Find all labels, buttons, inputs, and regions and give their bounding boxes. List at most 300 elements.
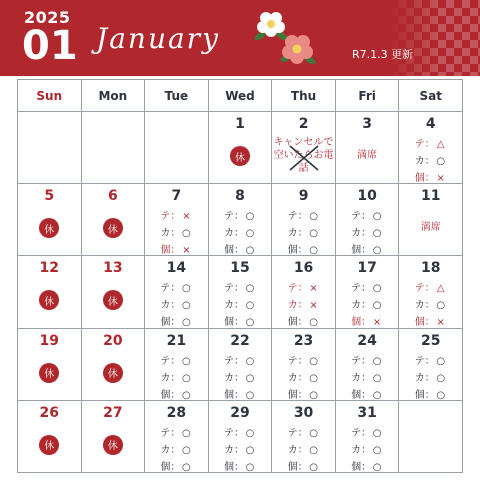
availability-ka — [145, 225, 208, 242]
separator: ： — [424, 156, 435, 167]
weekday-header-fri: Fri — [336, 80, 400, 112]
availability-mark: ○ — [245, 355, 255, 367]
availability-label: カ — [351, 444, 362, 456]
availability-mark: ○ — [182, 317, 191, 329]
availability-ka — [145, 370, 208, 387]
availability-label: カ — [223, 300, 234, 312]
availability-label: 個 — [160, 461, 171, 473]
availability-ka — [209, 297, 272, 314]
closed-badge: 休 — [103, 435, 123, 455]
availability-ka — [336, 297, 399, 314]
availability-label: 個 — [223, 461, 234, 473]
weekday-header-thu: Thu — [272, 80, 336, 112]
availability-list — [209, 353, 272, 404]
day-number: 9 — [298, 188, 309, 205]
separator: ： — [170, 300, 181, 312]
availability-mark: ○ — [372, 355, 382, 367]
day-cell-20[interactable] — [82, 329, 146, 401]
day-cell-16[interactable] — [272, 256, 336, 328]
availability-mark: ○ — [372, 427, 382, 439]
separator: ： — [170, 461, 181, 473]
day-number: 26 — [39, 404, 60, 421]
day-number: 1 — [235, 116, 245, 132]
availability-mark: ○ — [309, 389, 318, 401]
availability-label: テ — [287, 427, 298, 439]
availability-label: カ — [160, 300, 171, 312]
day-number: 27 — [103, 404, 123, 421]
day-cell-19[interactable] — [18, 329, 82, 401]
availability-list — [209, 280, 272, 331]
closed-badge: 休 — [230, 146, 250, 166]
day-cell-31[interactable] — [336, 401, 400, 473]
day-number: 23 — [293, 332, 314, 349]
availability-ko — [209, 459, 272, 476]
availability-ko — [145, 459, 208, 476]
availability-te — [209, 353, 272, 370]
availability-label: 個 — [223, 389, 234, 401]
day-cell-1[interactable] — [209, 112, 273, 184]
availability-mark: ○ — [245, 389, 255, 401]
availability-te — [399, 136, 462, 153]
separator: ： — [170, 283, 181, 295]
weekday-header-sun: Sun — [18, 80, 82, 112]
day-number: 2 — [298, 116, 309, 132]
day-cell-17[interactable] — [336, 256, 400, 328]
separator: ： — [361, 300, 372, 312]
availability-label: カ — [160, 372, 171, 384]
day-number: 22 — [230, 332, 250, 349]
day-cell-15[interactable] — [209, 256, 273, 328]
day-cell-8[interactable] — [209, 184, 273, 256]
availability-mark: ○ — [436, 300, 446, 312]
availability-label: テ — [351, 211, 362, 223]
availability-label: 個 — [351, 461, 362, 473]
availability-label: 個 — [351, 389, 362, 401]
availability-label: テ — [414, 283, 425, 295]
availability-te — [209, 425, 272, 442]
availability-label: 個 — [414, 317, 425, 329]
availability-te — [336, 353, 399, 370]
availability-label: テ — [414, 139, 425, 150]
availability-mark: ○ — [309, 444, 318, 456]
availability-te — [209, 280, 272, 297]
availability-label: 個 — [351, 245, 362, 257]
separator: ： — [233, 300, 244, 312]
availability-mark: × — [436, 173, 445, 184]
separator: ： — [297, 228, 308, 240]
separator: ： — [233, 444, 244, 456]
separator: ： — [361, 461, 372, 473]
separator: ： — [297, 211, 308, 223]
availability-mark: ○ — [309, 372, 318, 384]
separator: ： — [297, 245, 308, 257]
availability-mark: △ — [436, 139, 445, 150]
availability-label: テ — [160, 211, 171, 223]
day-number: 20 — [103, 332, 123, 349]
separator: ： — [361, 372, 372, 384]
day-number: 24 — [357, 332, 377, 349]
availability-mark: ○ — [309, 427, 318, 439]
day-cell-4[interactable] — [399, 112, 463, 184]
white-camellia-icon — [253, 12, 288, 42]
day-cell-3[interactable] — [336, 112, 400, 184]
availability-ka — [399, 297, 462, 314]
availability-ka — [336, 225, 399, 242]
availability-ka — [336, 442, 399, 459]
availability-mark: ○ — [245, 317, 255, 329]
availability-mark: ○ — [309, 355, 318, 367]
day-cell-30[interactable] — [272, 401, 336, 473]
availability-mark: × — [372, 317, 382, 329]
day-cell-5[interactable] — [18, 184, 82, 256]
availability-ka — [399, 370, 462, 387]
availability-list — [399, 353, 462, 404]
availability-label: カ — [351, 228, 362, 240]
availability-label: テ — [160, 283, 171, 295]
day-number: 3 — [362, 116, 372, 132]
availability-mark: ○ — [372, 389, 382, 401]
availability-ka — [209, 225, 272, 242]
availability-label: 個 — [287, 461, 298, 473]
separator: ： — [297, 355, 308, 367]
availability-label: テ — [351, 283, 362, 295]
availability-label: カ — [414, 300, 425, 312]
availability-label: カ — [287, 300, 298, 312]
availability-ka — [272, 442, 335, 459]
separator: ： — [297, 283, 308, 295]
closed-badge: 休 — [103, 218, 123, 238]
day-number: 25 — [420, 332, 441, 349]
availability-mark: ○ — [436, 355, 446, 367]
day-number: 15 — [230, 260, 250, 277]
calendar-header — [0, 0, 480, 76]
availability-ka — [399, 153, 462, 170]
availability-te — [272, 280, 335, 297]
day-cell-14[interactable] — [145, 256, 209, 328]
day-number: 11 — [420, 188, 441, 205]
day-number: 13 — [103, 260, 123, 277]
day-number: 6 — [107, 188, 118, 205]
availability-mark: × — [182, 245, 191, 257]
availability-ka — [145, 297, 208, 314]
availability-mark: ○ — [182, 372, 191, 384]
updated-date: R7.1.3 更新 — [352, 48, 414, 61]
availability-list — [272, 425, 335, 476]
availability-mark: ○ — [182, 389, 191, 401]
availability-mark: ○ — [245, 245, 255, 257]
cancellation-note: キャンセルで空いたらお電話 — [273, 137, 334, 174]
availability-list — [209, 208, 272, 259]
availability-te — [272, 353, 335, 370]
availability-list — [272, 280, 335, 331]
availability-ka — [145, 442, 208, 459]
availability-label: カ — [160, 228, 171, 240]
availability-label: 個 — [160, 317, 171, 329]
day-cell-18[interactable] — [399, 256, 463, 328]
closed-badge: 休 — [39, 290, 59, 310]
separator: ： — [233, 389, 244, 401]
availability-label: 個 — [414, 173, 425, 184]
day-number: 28 — [166, 404, 187, 421]
separator: ： — [170, 372, 181, 384]
separator: ： — [233, 355, 244, 367]
availability-mark: ○ — [436, 389, 446, 401]
availability-ko — [336, 459, 399, 476]
availability-label: 個 — [287, 389, 298, 401]
separator: ： — [424, 139, 435, 150]
separator: ： — [297, 427, 308, 439]
availability-label: カ — [351, 372, 362, 384]
separator: ： — [297, 317, 308, 329]
availability-mark: ○ — [372, 461, 382, 473]
fully-booked-label: 満席 — [420, 222, 441, 234]
availability-label: 個 — [223, 245, 234, 257]
closed-badge: 休 — [103, 290, 123, 310]
separator: ： — [233, 427, 244, 439]
day-number: 30 — [293, 404, 314, 421]
availability-mark: ○ — [182, 355, 191, 367]
day-cell-13[interactable] — [82, 256, 146, 328]
availability-label: テ — [351, 427, 362, 439]
availability-mark: × — [436, 317, 445, 329]
closed-badge: 休 — [39, 363, 59, 383]
availability-list — [336, 425, 399, 476]
availability-te — [336, 425, 399, 442]
separator: ： — [170, 211, 181, 223]
availability-mark: ○ — [436, 372, 446, 384]
separator: ： — [361, 245, 372, 257]
separator: ： — [361, 211, 372, 223]
separator: ： — [424, 300, 435, 312]
separator: ： — [297, 372, 308, 384]
availability-mark: ○ — [372, 283, 382, 295]
availability-mark: ○ — [182, 300, 191, 312]
separator: ： — [170, 317, 181, 329]
availability-mark: ○ — [182, 283, 191, 295]
availability-te — [272, 208, 335, 225]
camellia-flowers-icon — [252, 6, 322, 70]
separator: ： — [233, 228, 244, 240]
availability-label: カ — [223, 444, 234, 456]
availability-label: 個 — [287, 245, 298, 257]
empty-day-cell — [82, 112, 146, 184]
availability-label: テ — [223, 427, 234, 439]
availability-list — [336, 353, 399, 404]
day-cell-2[interactable] — [272, 112, 336, 184]
closed-badge: 休 — [39, 218, 59, 238]
availability-ka — [209, 370, 272, 387]
separator: ： — [233, 245, 244, 257]
availability-list — [145, 208, 208, 259]
separator: ： — [361, 228, 372, 240]
separator: ： — [233, 461, 244, 473]
availability-label: カ — [223, 372, 234, 384]
weekday-header-mon: Mon — [82, 80, 146, 112]
separator: ： — [361, 355, 372, 367]
weekday-header-wed: Wed — [209, 80, 273, 112]
day-cell-6[interactable] — [82, 184, 146, 256]
availability-list — [272, 208, 335, 259]
separator: ： — [424, 173, 435, 184]
availability-mark: ○ — [182, 228, 191, 240]
availability-ka — [209, 442, 272, 459]
availability-te — [399, 280, 462, 297]
day-cell-23[interactable] — [272, 329, 336, 401]
separator: ： — [170, 427, 181, 439]
day-number: 10 — [357, 188, 377, 205]
day-number: 7 — [171, 188, 182, 205]
availability-mark: ○ — [372, 372, 382, 384]
day-number: 5 — [44, 188, 55, 205]
day-number: 17 — [357, 260, 377, 277]
availability-mark: ○ — [182, 444, 191, 456]
empty-day-cell — [145, 112, 209, 184]
availability-label: カ — [287, 372, 298, 384]
availability-label: テ — [351, 355, 362, 367]
separator: ： — [233, 317, 244, 329]
availability-mark: ○ — [245, 444, 255, 456]
weekday-header-tue: Tue — [145, 80, 209, 112]
availability-label: テ — [160, 427, 171, 439]
availability-mark: × — [309, 283, 318, 295]
availability-mark: ○ — [372, 228, 382, 240]
availability-label: テ — [223, 211, 234, 223]
separator: ： — [170, 444, 181, 456]
availability-label: カ — [351, 300, 362, 312]
separator: ： — [361, 317, 372, 329]
day-number: 31 — [357, 404, 377, 421]
availability-list — [145, 353, 208, 404]
separator: ： — [424, 389, 435, 401]
separator: ： — [297, 389, 308, 401]
availability-te — [272, 425, 335, 442]
availability-mark: ○ — [245, 211, 255, 223]
availability-te — [336, 208, 399, 225]
availability-label: 個 — [160, 245, 171, 257]
availability-label: カ — [223, 228, 234, 240]
availability-mark: ○ — [372, 300, 382, 312]
empty-day-cell — [18, 112, 82, 184]
availability-mark: × — [309, 300, 318, 312]
year-label: 2025 — [24, 8, 71, 27]
availability-mark: ○ — [245, 283, 255, 295]
day-number: 8 — [235, 188, 245, 205]
availability-mark: ○ — [372, 245, 382, 257]
availability-te — [145, 353, 208, 370]
availability-mark: ○ — [309, 211, 318, 223]
availability-mark: ○ — [182, 427, 191, 439]
availability-te — [209, 208, 272, 225]
availability-label: テ — [160, 355, 171, 367]
day-cell-9[interactable] — [272, 184, 336, 256]
availability-ka — [272, 370, 335, 387]
availability-label: カ — [287, 228, 298, 240]
separator: ： — [170, 245, 181, 257]
day-cell-28[interactable] — [145, 401, 209, 473]
separator: ： — [424, 372, 435, 384]
weekday-header-sat: Sat — [399, 80, 463, 112]
availability-list — [336, 280, 399, 331]
separator: ： — [424, 355, 435, 367]
separator: ： — [361, 389, 372, 401]
availability-mark: ○ — [309, 461, 318, 473]
day-cell-29[interactable] — [209, 401, 273, 473]
day-cell-11[interactable] — [399, 184, 463, 256]
month-number: 01 — [22, 23, 78, 69]
availability-list — [145, 425, 208, 476]
availability-ka — [336, 370, 399, 387]
separator: ： — [361, 427, 372, 439]
availability-mark: ○ — [309, 228, 318, 240]
availability-label: テ — [414, 355, 425, 367]
availability-label: カ — [414, 156, 425, 167]
separator: ： — [233, 372, 244, 384]
day-cell-25[interactable] — [399, 329, 463, 401]
empty-day-cell — [399, 401, 463, 473]
separator: ： — [297, 444, 308, 456]
day-number: 4 — [425, 116, 436, 132]
availability-te — [145, 425, 208, 442]
day-cell-27[interactable] — [82, 401, 146, 473]
closed-badge: 休 — [103, 363, 123, 383]
day-number: 21 — [166, 332, 187, 349]
day-cell-24[interactable] — [336, 329, 400, 401]
availability-label: テ — [223, 283, 234, 295]
day-cell-22[interactable] — [209, 329, 273, 401]
availability-list — [209, 425, 272, 476]
availability-list — [399, 136, 462, 187]
separator: ： — [361, 444, 372, 456]
availability-mark: ○ — [182, 461, 191, 473]
availability-label: 個 — [287, 317, 298, 329]
day-number: 14 — [166, 260, 187, 277]
availability-ka — [272, 225, 335, 242]
availability-label: テ — [287, 211, 298, 223]
day-cell-10[interactable] — [336, 184, 400, 256]
availability-list — [336, 208, 399, 259]
day-cell-21[interactable] — [145, 329, 209, 401]
day-cell-26[interactable] — [18, 401, 82, 473]
availability-label: 個 — [351, 317, 362, 329]
day-cell-12[interactable] — [18, 256, 82, 328]
availability-mark: × — [182, 211, 191, 223]
cross-mark-icon — [286, 142, 322, 174]
availability-label: カ — [414, 372, 425, 384]
closed-badge: 休 — [39, 435, 59, 455]
separator: ： — [170, 355, 181, 367]
availability-mark: ○ — [245, 300, 255, 312]
day-number: 16 — [293, 260, 314, 277]
availability-ko — [272, 459, 335, 476]
availability-label: テ — [223, 355, 234, 367]
calendar-grid — [17, 79, 463, 473]
availability-mark: ○ — [245, 461, 255, 473]
separator: ： — [297, 461, 308, 473]
availability-label: 個 — [414, 389, 425, 401]
separator: ： — [424, 283, 435, 295]
checker-pattern — [390, 0, 480, 76]
separator: ： — [361, 283, 372, 295]
availability-label: カ — [160, 444, 171, 456]
day-number: 29 — [230, 404, 250, 421]
day-number: 18 — [420, 260, 441, 277]
day-cell-7[interactable] — [145, 184, 209, 256]
separator: ： — [297, 300, 308, 312]
availability-list — [272, 353, 335, 404]
availability-mark: ○ — [436, 156, 446, 167]
availability-te — [145, 280, 208, 297]
availability-label: カ — [287, 444, 298, 456]
